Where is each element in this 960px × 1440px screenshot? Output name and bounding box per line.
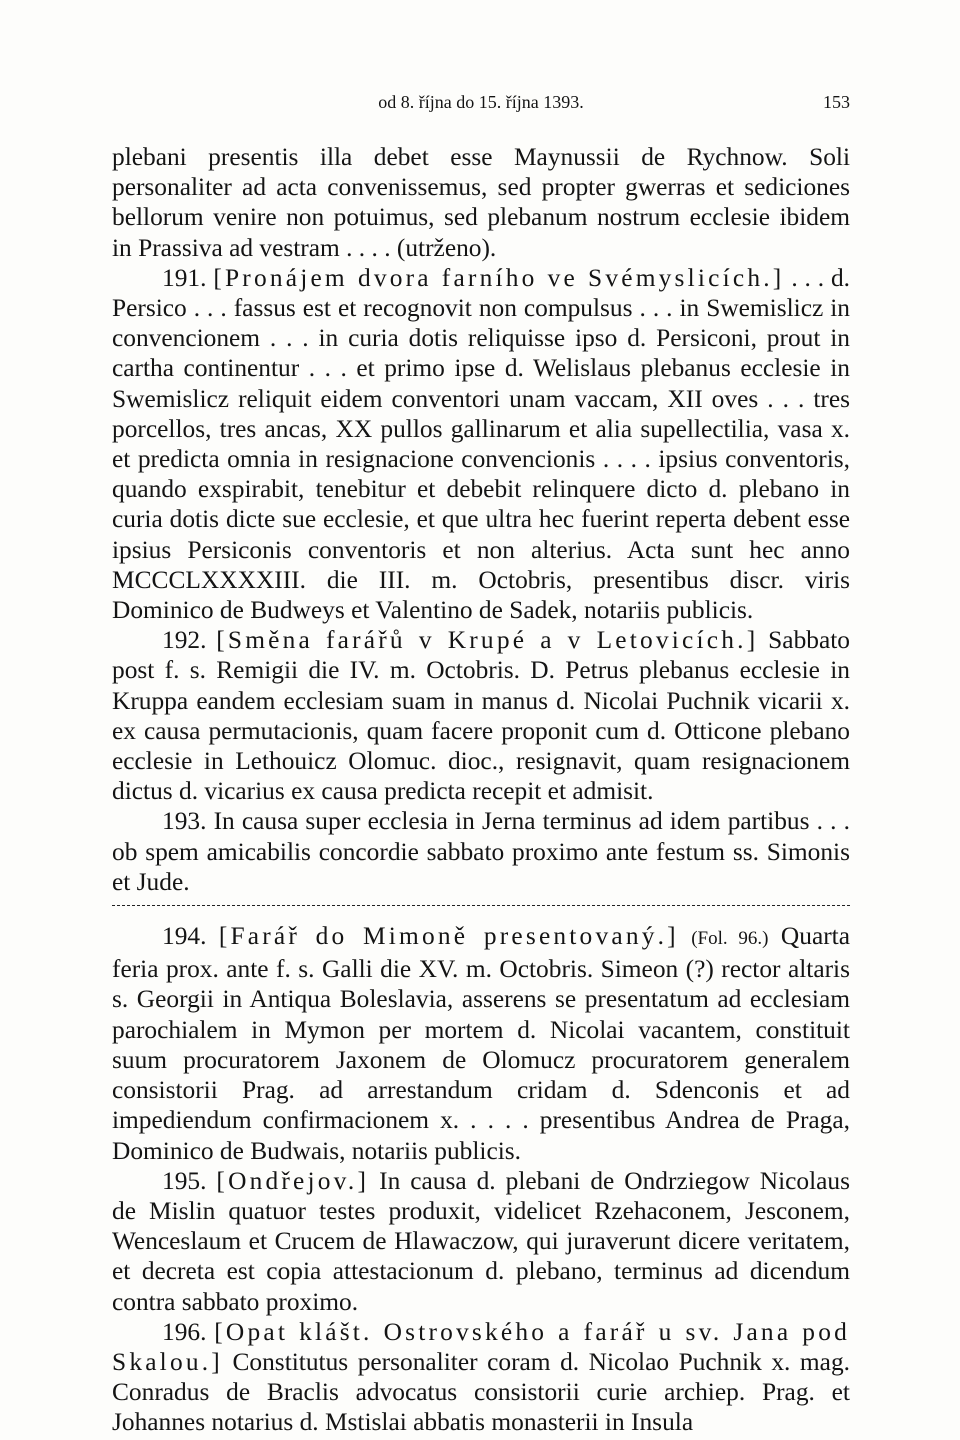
entry-194: [112, 921, 850, 1166]
entry-196: [112, 1317, 850, 1438]
entry-193: [112, 806, 850, 897]
entry-192: [112, 625, 850, 806]
entry-heading: [Ondřejov.]: [216, 1166, 370, 1195]
entry-number: 196.: [162, 1317, 207, 1346]
entry-number: 194.: [162, 922, 207, 951]
entry-191: [112, 263, 850, 625]
entry-text: Sabbato post f. s. Remigii die IV. m. Octobris. D. Petrus plebanus ecclesie in Kruppa eandem ecclesiam suam in manus d. Nicolai Puchnik vicarii x. ex causa permutacionis, quam facere proponit cum d. Otticone plebano ecclesie in Lethouicz Olomuc. dioc., resignavit, quam resignacionem dictus d. vicarius ex causa predicta recepit et admisit.: [112, 626, 850, 806]
folio-reference: (Fol. 96.): [691, 928, 769, 950]
entry-number: 192.: [162, 626, 207, 655]
entry-number: 191.: [162, 263, 207, 292]
page-number: 153: [823, 92, 850, 112]
entry-text: In causa super ecclesia in Jerna terminus ad idem partibus . . . ob spem amicabilis concordie sabbato proximo ante festum ss. Simonis et Jude.: [112, 807, 850, 896]
entry-heading: [Farář do Mimoně presentovaný.]: [218, 922, 679, 951]
entry-text: Constitutus personaliter coram d. Nicolao Puchnik x. mag. Conradus de Braclis advocatus consistorii curie archiep. Prag. et Johannes notarius d. Mstislai abbatis monasterii in Insula: [112, 1347, 850, 1437]
entry-number: 195.: [162, 1166, 207, 1195]
running-title: od 8. října do 15. října 1393.: [378, 92, 584, 112]
section-separator: [112, 905, 850, 918]
entry-text: Quarta feria prox. ante f. s. Galli die XV. m. Octobris. Simeon (?) rector altaris s. Georgii in Antiqua Boleslavia, asserens se presentatum ad ecclesiam parochialem in Mymon per mortem d. Nicolai vacantem, constituit suum procuratorem Jaxonem de Olomucz procuratorem generalem consistorii Prag. ad arrestandum cridam d. Sdenconis et ad impediendum confirmacionem x. . . . . presentibus Andrea de Praga, Dominico de Budwais, notariis publicis.: [112, 922, 850, 1165]
entry-heading: [Pronájem dvora farního ve Svémyslicích.]: [213, 263, 785, 292]
page-header: [112, 86, 850, 116]
entry-heading: [Opat klášt. Ostrovského a farář u sv. Jana pod Skalou.]: [112, 1317, 850, 1376]
main-text: [112, 142, 850, 1438]
entry-text: In causa d. plebani de Ondrziegow Nicolaus de Mislin quatuor testes produxit, videlicet Rzehaconem, Jesconem, Wenceslaum et Crucem de Hlawaczow, qui juraverunt dicere veritatem, et decreta est copia attestacionum d. plebano, terminus ad dicendum contra sabbato proximo.: [112, 1166, 850, 1316]
entry-text: . . . d. Persico . . . fassus est et recognovit non compulsus . . . in Swemislicz in convencionem . . . in curia dotis reliquisse ipso d. Persiconi, prout in cartha continentur . . . et primo ipse d. Welislaus plebanus ecclesie in Swemislicz reliquit eidem conventori unam vaccam, XII oves . . . tres porcellos, tres ancas, XX pullos gallinarum et alia supellectilia, vasa x. et predicta omnia in resignacione convencionis . . . . ipsius conventoris, quando exspirabit, tenebitur et debebit relinquere dicto d. plebano in curia dotis dicte sue ecclesie, et que ultra hec fuerint reperta debent esse ipsius Persiconis conventoris et non alterius. Acta sunt hec anno MCCCLXXXXIII. die III. m. Octobris, presentibus discr. viris Dominico de Budweys et Valentino de Sadek, notariis publicis.: [112, 263, 850, 625]
entry-195: [112, 1166, 850, 1317]
paragraph-continuation: plebani presentis illa debet esse Maynussii de Rychnow. Soli personaliter ad acta convenissemus, sed propter gwerras et sediciones bellorum venire non potuimus, sed plebanum nostrum ecclesie ibidem in Prassiva ad vestram . . . . (utrženo).: [112, 143, 850, 262]
entry-heading: [Směna farářů v Krupé a v Letovicích.]: [216, 626, 759, 655]
entry-number: 193.: [162, 807, 207, 836]
